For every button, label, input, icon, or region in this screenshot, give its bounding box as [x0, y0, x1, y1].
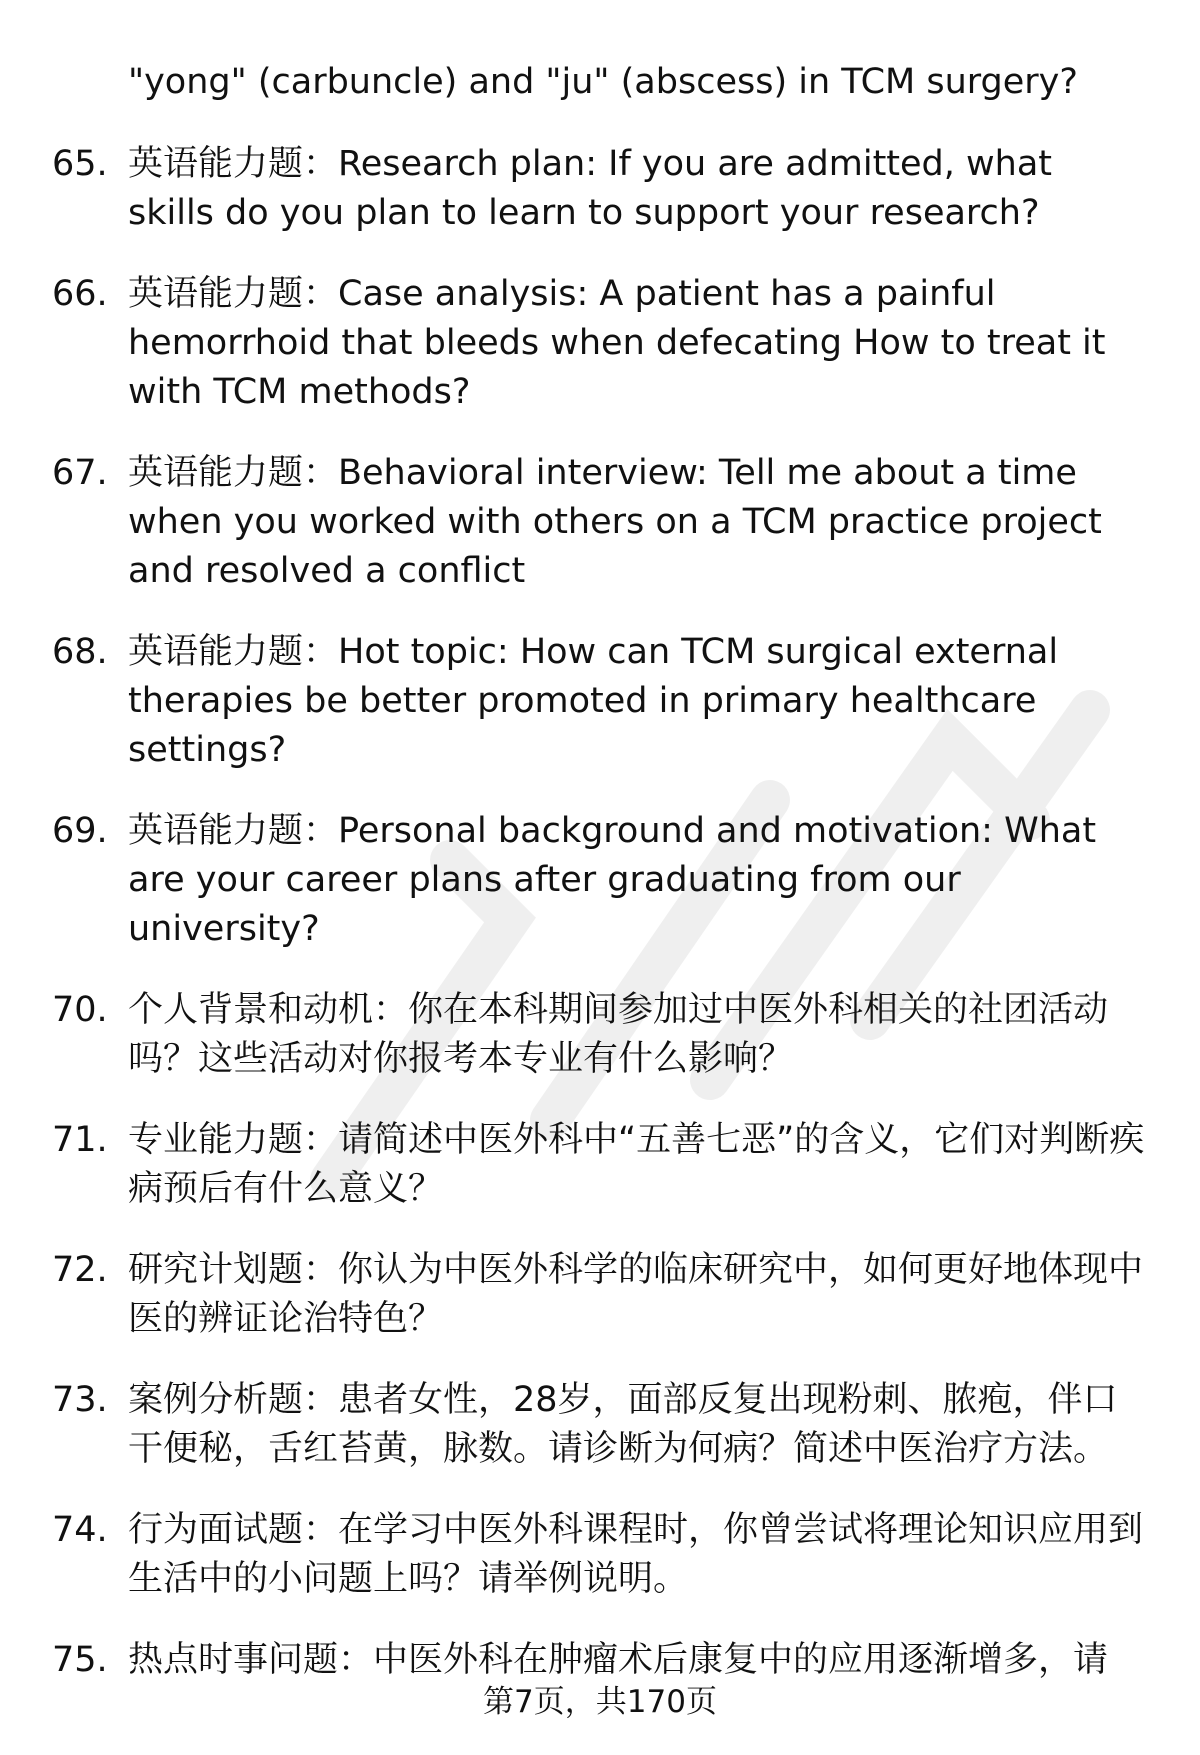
question-number: 68.	[52, 632, 108, 672]
question-text: 英语能力题：Case analysis: A patient has a painful hemorrhoid that bleeds when defecating How to treat it with TCM methods?	[128, 274, 1106, 412]
list-item	[0, 449, 1200, 596]
question-number: 72.	[52, 1250, 108, 1290]
continuation-text: "yong" (carbuncle) and "ju" (abscess) in TCM surgery?	[128, 62, 1078, 102]
list-item	[0, 1636, 1200, 1685]
question-number: 66.	[52, 274, 108, 314]
question-text: 个人背景和动机：你在本科期间参加过中医外科相关的社团活动吗？这些活动对你报考本专业有什么影响？	[128, 990, 1109, 1079]
list-item	[0, 1246, 1200, 1344]
question-number: 70.	[52, 990, 108, 1030]
list-item	[0, 986, 1200, 1084]
question-list	[0, 140, 1200, 1717]
question-number: 74.	[52, 1510, 108, 1550]
question-text: 英语能力题：Behavioral interview: Tell me about a time when you worked with others on a TCM practice project and resolved a conflict	[128, 453, 1102, 591]
question-number: 71.	[52, 1120, 108, 1160]
question-number: 67.	[52, 453, 108, 493]
list-item	[0, 628, 1200, 775]
list-item	[0, 270, 1200, 417]
question-text: 热点时事问题：中医外科在肿瘤术后康复中的应用逐渐增多，请	[128, 1640, 1109, 1680]
question-text: 英语能力题：Personal background and motivation: What are your career plans after graduating from our university?	[128, 811, 1097, 949]
question-text: 研究计划题：你认为中医外科学的临床研究中，如何更好地体现中医的辨证论治特色？	[128, 1250, 1144, 1339]
question-text: 英语能力题：Research plan: If you are admitted, what skills do you plan to learn to support your research?	[128, 144, 1052, 233]
question-text: 案例分析题：患者女性，28岁，面部反复出现粉刺、脓疱，伴口干便秘，舌红苔黄，脉数。请诊断为何病？简述中医治疗方法。	[128, 1380, 1118, 1469]
question-text: 英语能力题：Hot topic: How can TCM surgical external therapies be better promoted in primary healthcare settings?	[128, 632, 1059, 770]
list-item	[0, 807, 1200, 954]
question-number: 75.	[52, 1640, 108, 1680]
question-number: 65.	[52, 144, 108, 184]
page-footer: 第7页，共170页	[483, 1684, 717, 1720]
question-text: 行为面试题：在学习中医外科课程时，你曾尝试将理论知识应用到生活中的小问题上吗？请举例说明。	[128, 1510, 1144, 1599]
list-item	[0, 1506, 1200, 1604]
list-item	[0, 1376, 1200, 1474]
question-text: 专业能力题：请简述中医外科中“五善七恶”的含义，它们对判断疾病预后有什么意义？	[128, 1120, 1145, 1209]
question-number: 69.	[52, 811, 108, 851]
list-item	[0, 140, 1200, 238]
list-item	[0, 1116, 1200, 1214]
question-number: 73.	[52, 1380, 108, 1420]
